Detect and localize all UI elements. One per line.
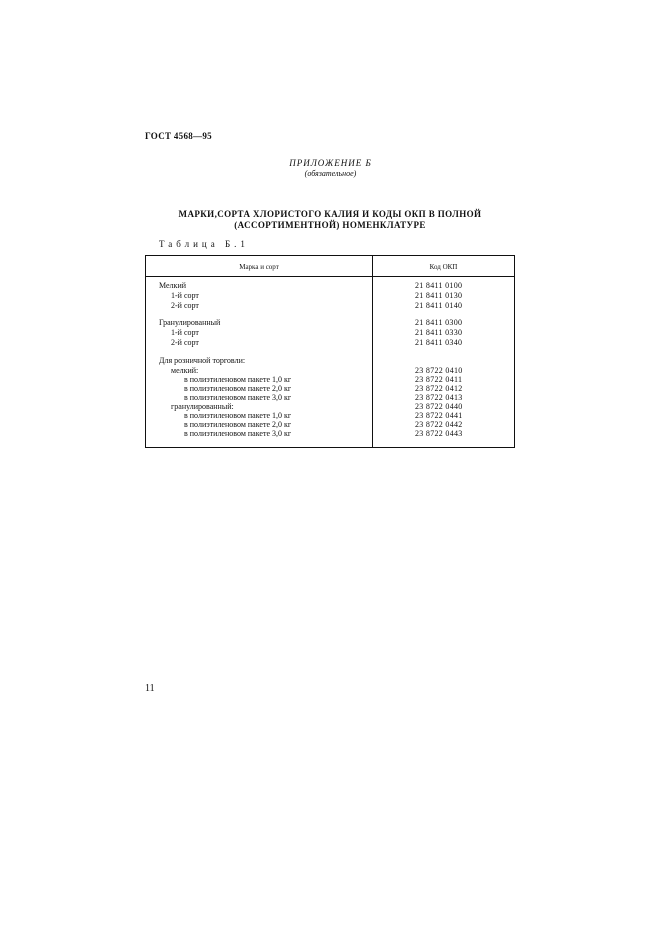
grade-cell: в полиэтиленовом пакете 1,0 кг <box>184 375 292 384</box>
code-cell: 23 8722 0442 <box>415 420 463 429</box>
grade-cell: Гранулированный <box>159 318 221 327</box>
grade-cell: Для розничной торговли: <box>159 356 246 365</box>
grade-cell: 2-й сорт <box>171 338 199 347</box>
code-cell: 23 8722 0411 <box>415 375 463 384</box>
page-number: 11 <box>145 683 155 694</box>
code-cell: 23 8722 0410 <box>415 366 463 375</box>
grade-cell: 1-й сорт <box>171 328 199 337</box>
grade-cell: мелкий: <box>171 366 199 375</box>
section-title-line-2: (АССОРТИМЕНТНОЙ) НОМЕНКЛАТУРЕ <box>234 220 426 230</box>
grade-cell: гранулированный: <box>171 402 234 411</box>
code-cell: 21 8411 0340 <box>415 338 463 347</box>
section-title-line-1: МАРКИ,СОРТА ХЛОРИСТОГО КАЛИЯ И КОДЫ ОКП В ПОЛНОЙ <box>178 209 482 219</box>
code-cell: 23 8722 0412 <box>415 384 463 393</box>
grade-cell: 2-й сорт <box>171 301 199 310</box>
code-cell: 23 8722 0443 <box>415 429 463 438</box>
header-rule <box>146 276 514 277</box>
table-caption: Таблица Б.1 <box>159 239 249 249</box>
grade-cell: 1-й сорт <box>171 291 199 300</box>
code-cell: 23 8722 0441 <box>415 411 463 420</box>
codes-table <box>145 255 515 448</box>
grade-cell: в полиэтиленовом пакете 2,0 кг <box>184 384 292 393</box>
grade-cell: в полиэтиленовом пакете 3,0 кг <box>184 429 292 438</box>
appendix-note: (обязательное) <box>304 169 357 178</box>
header-code: Код ОКП <box>429 263 458 271</box>
code-cell: 23 8722 0440 <box>415 402 463 411</box>
code-cell: 23 8722 0413 <box>415 393 463 402</box>
document-id: ГОСТ 4568—95 <box>145 131 212 141</box>
code-cell: 21 8411 0100 <box>415 281 463 290</box>
section-title <box>145 209 515 231</box>
header-grade: Марка и сорт <box>239 263 279 271</box>
code-cell: 21 8411 0130 <box>415 291 463 300</box>
code-cell: 21 8411 0300 <box>415 318 463 327</box>
grade-cell: в полиэтиленовом пакете 1,0 кг <box>184 411 292 420</box>
code-cell: 21 8411 0140 <box>415 301 463 310</box>
appendix-title: ПРИЛОЖЕНИЕ Б <box>289 158 372 168</box>
grade-cell: в полиэтиленовом пакете 3,0 кг <box>184 393 292 402</box>
grade-cell: Мелкий <box>159 281 186 290</box>
code-cell: 21 8411 0330 <box>415 328 463 337</box>
column-divider <box>372 256 373 447</box>
grade-cell: в полиэтиленовом пакете 2,0 кг <box>184 420 292 429</box>
